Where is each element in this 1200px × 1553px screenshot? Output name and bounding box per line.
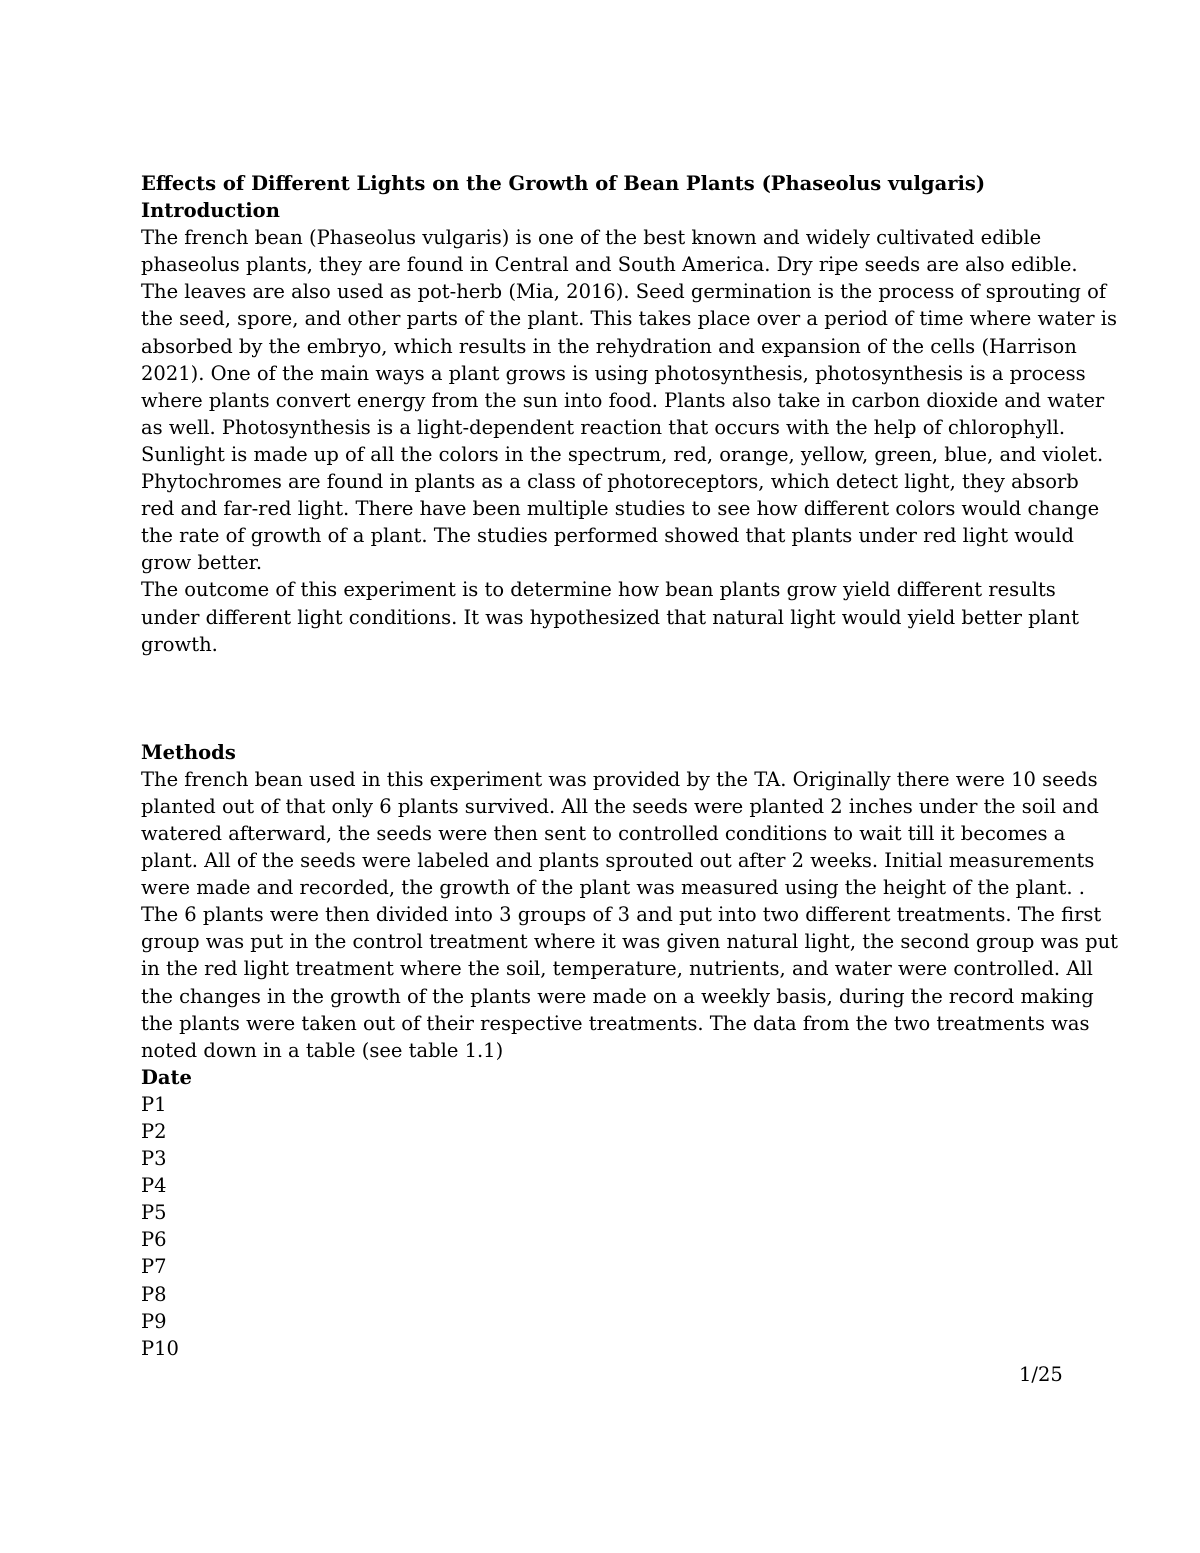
table-row: P1 xyxy=(141,1092,167,1116)
section-spacer xyxy=(141,658,1071,739)
introduction-line: red and far-red light. There have been multiple studies to see how different colors would change xyxy=(141,497,1100,521)
table-row: P4 xyxy=(141,1174,167,1198)
introduction-line: The leaves are also used as pot-herb (Mia, 2016). Seed germination is the process of sprouting of xyxy=(141,280,1107,304)
introduction-line: The outcome of this experiment is to determine how bean plants grow yield different results xyxy=(141,578,1056,602)
introduction-line: grow better. xyxy=(141,551,263,575)
introduction-line: absorbed by the embryo, which results in the rehydration and expansion of the cells (Harrison xyxy=(141,334,1077,358)
introduction-line: Phytochromes are found in plants as a class of photoreceptors, which detect light, they absorb xyxy=(141,470,1079,494)
methods-line: group was put in the control treatment where it was given natural light, the second group was put xyxy=(141,930,1118,954)
methods-line: the plants were taken out of their respective treatments. The data from the two treatments was xyxy=(141,1011,1090,1035)
methods-section xyxy=(141,739,1118,1064)
table-row: P5 xyxy=(141,1201,167,1225)
table-row: P9 xyxy=(141,1309,167,1333)
methods-line: watered afterward, the seeds were then sent to controlled conditions to wait till it becomes a xyxy=(141,821,1066,845)
table-row: P6 xyxy=(141,1228,167,1252)
introduction-line: the rate of growth of a plant. The studies performed showed that plants under red light would xyxy=(141,524,1074,548)
methods-line: plant. All of the seeds were labeled and plants sprouted out after 2 weeks. Initial measurements xyxy=(141,849,1095,873)
page-number: 1/25 xyxy=(1019,1363,1063,1386)
table-row: P7 xyxy=(141,1255,167,1279)
data-table xyxy=(141,1064,1071,1362)
methods-line: the changes in the growth of the plants were made on a weekly basis, during the record making xyxy=(141,984,1094,1008)
introduction-line: Sunlight is made up of all the colors in the spectrum, red, orange, yellow, green, blue, and violet. xyxy=(141,442,1104,466)
introduction-line: where plants convert energy from the sun into food. Plants also take in carbon dioxide and water xyxy=(141,388,1105,412)
table-row: P10 xyxy=(141,1336,179,1360)
introduction-line: the seed, spore, and other parts of the plant. This takes place over a period of time where water is xyxy=(141,307,1117,331)
table-row: P8 xyxy=(141,1282,167,1306)
document-title: Effects of Different Lights on the Growth of Bean Plants (Phaseolus vulgaris) xyxy=(141,172,986,195)
methods-heading: Methods xyxy=(141,740,236,764)
methods-line: The french bean used in this experiment was provided by the TA. Originally there were 10 seeds xyxy=(141,767,1098,791)
methods-line: The 6 plants were then divided into 3 groups of 3 and put into two different treatments. The first xyxy=(141,903,1102,927)
introduction-line: 2021). One of the main ways a plant grows is using photosynthesis, photosynthesis is a process xyxy=(141,361,1086,385)
introduction-heading: Introduction xyxy=(141,199,280,223)
introduction-line: under different light conditions. It was hypothesized that natural light would yield better plant xyxy=(141,605,1079,629)
table-row: P2 xyxy=(141,1120,167,1143)
table-row: P3 xyxy=(141,1147,167,1171)
document-body xyxy=(141,170,1118,1362)
methods-line: planted out of that only 6 plants survived. All the seeds were planted 2 inches under the soil and xyxy=(141,794,1099,818)
introduction-line: as well. Photosynthesis is a light-dependent reaction that occurs with the help of chlorophyll. xyxy=(141,415,1066,439)
table-header-date: Date xyxy=(141,1065,192,1089)
methods-line: noted down in a table (see table 1.1) xyxy=(141,1038,504,1062)
introduction-section xyxy=(141,197,1117,658)
introduction-line: growth. xyxy=(141,632,218,656)
introduction-line: phaseolus plants, they are found in Central and South America. Dry ripe seeds are also edible. xyxy=(141,253,1078,277)
methods-line: were made and recorded, the growth of the plant was measured using the height of the plant. . xyxy=(141,876,1085,900)
introduction-line: The french bean (Phaseolus vulgaris) is one of the best known and widely cultivated edible xyxy=(141,226,1042,250)
methods-line: in the red light treatment where the soil, temperature, nutrients, and water were controlled. All xyxy=(141,957,1093,981)
